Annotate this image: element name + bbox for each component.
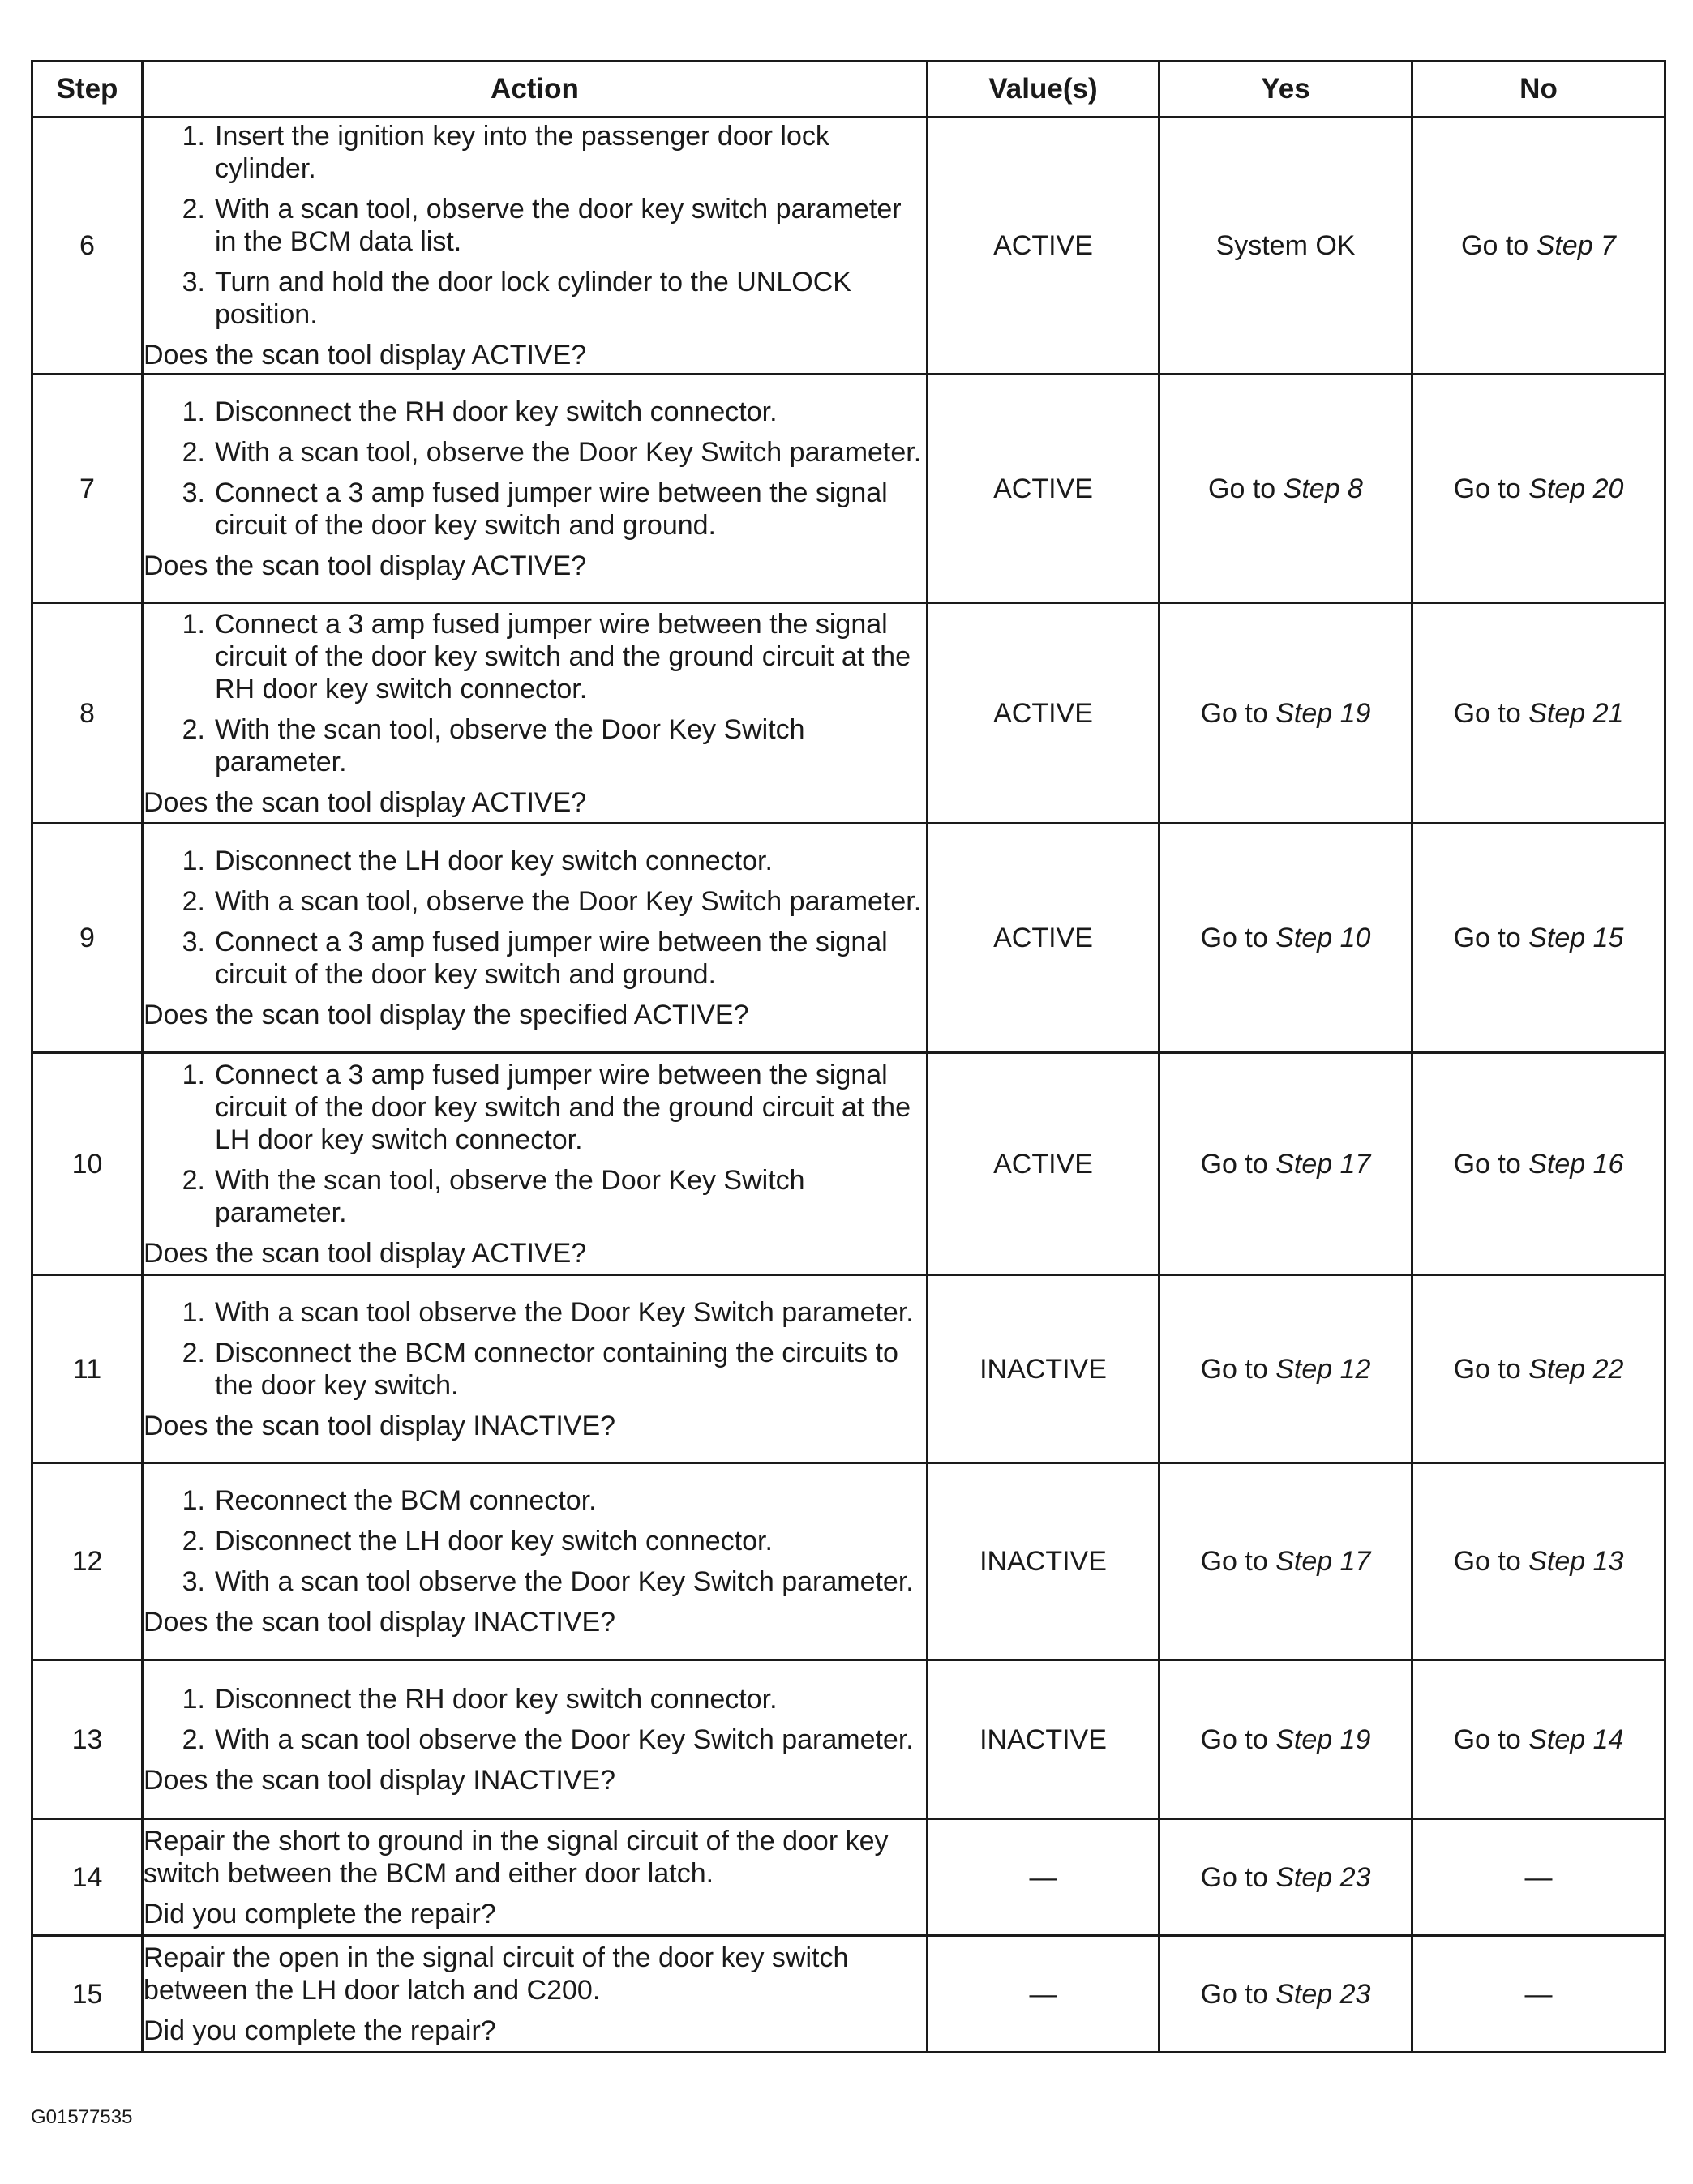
action-step-item [144,266,926,331]
no-step-link: Step 20 [1528,473,1624,504]
value-cell: ACTIVE [928,603,1159,824]
diagnostic-table [31,60,1666,2053]
no-cell [1412,1275,1665,1463]
no-prefix: Go to [1453,1148,1521,1180]
yes-cell [1159,1819,1412,1936]
action-step-number: 2. [182,194,205,225]
no-step-link: Step 13 [1528,1546,1624,1577]
action-question: Does the scan tool display INACTIVE? [144,1607,616,1638]
no-cell [1412,603,1665,824]
action-step-number: 3. [182,477,205,508]
action-step-item [144,396,926,428]
table-row [32,118,1665,375]
header-step: Step [32,62,143,118]
step-number: 14 [32,1819,143,1936]
table-row [32,375,1665,603]
value-cell: ACTIVE [928,1053,1159,1275]
action-cell [143,824,928,1053]
action-question: Does the scan tool display ACTIVE? [144,1237,587,1269]
action-step-item [144,1565,926,1598]
action-step-number: 2. [182,1526,205,1557]
action-step-text: Connect a 3 amp fused jumper wire between the signal circuit of the door key switch and ground. [215,927,888,990]
action-step-text: With a scan tool, observe the door key switch parameter in the BCM data list. [215,194,902,257]
yes-prefix: Go to [1200,1148,1268,1180]
no-step-link: Step 14 [1528,1724,1624,1755]
action-step-number: 1. [182,1296,205,1328]
yes-prefix: Go to [1200,1546,1268,1577]
no-prefix: — [1524,1978,1553,2010]
table-row [32,1053,1665,1275]
action-steps-list [144,608,926,778]
action-step-number: 2. [182,1164,205,1196]
action-step-text: With the scan tool, observe the Door Key Switch parameter. [215,1164,805,1228]
step-number: 9 [32,824,143,1053]
step-number: 13 [32,1660,143,1819]
action-step-item [144,926,926,991]
no-step-link: Step 21 [1528,697,1624,729]
no-step-link: Step 22 [1528,1353,1624,1385]
no-prefix: Go to [1453,923,1521,953]
action-step-text: Connect a 3 amp fused jumper wire between the signal circuit of the door key switch and the ground circuit at the RH door key switch connector. [215,608,911,704]
table-body [32,118,1665,2053]
action-cell [143,1936,928,2053]
action-step-number: 1. [182,121,205,152]
action-step-item [144,193,926,258]
action-step-item [144,1484,926,1517]
action-step-text: Disconnect the LH door key switch connector. [215,1526,773,1557]
yes-cell [1159,118,1412,375]
yes-cell [1159,1660,1412,1819]
yes-step-link: Step 19 [1275,1724,1371,1755]
table-header-row [32,62,1665,118]
yes-prefix: Go to [1200,923,1268,953]
action-step-number: 1. [182,396,205,427]
action-step-item [144,1724,926,1756]
page [31,60,1664,2053]
no-cell [1412,1053,1665,1275]
action-step-item [144,608,926,705]
table-row [32,1463,1665,1660]
value-cell: INACTIVE [928,1275,1159,1463]
action-question: Does the scan tool display ACTIVE? [144,550,587,581]
action-cell [143,603,928,824]
action-question: Does the scan tool display ACTIVE? [144,786,587,818]
action-cell [143,1819,928,1936]
action-step-item [144,713,926,778]
action-step-text: Disconnect the LH door key switch connector. [215,846,773,876]
action-step-text: Insert the ignition key into the passenger door lock cylinder. [215,121,829,184]
no-prefix: Go to [1453,1546,1521,1577]
no-prefix: Go to [1453,1724,1521,1755]
no-step-link: Step 15 [1528,923,1624,953]
header-no: No [1412,62,1665,118]
action-paragraph: Repair the short to ground in the signal circuit of the door key switch between the BCM and either door latch. [144,1825,889,1889]
yes-step-link: Step 8 [1283,473,1363,504]
yes-cell [1159,1053,1412,1275]
action-step-text: Disconnect the RH door key switch connector. [215,396,778,427]
action-step-number: 1. [182,1059,205,1090]
yes-step-link: Step 23 [1275,1978,1371,2010]
action-step-item [144,477,926,542]
action-step-text: Turn and hold the door lock cylinder to the UNLOCK position. [215,267,851,330]
action-step-number: 2. [182,1337,205,1368]
yes-cell [1159,375,1412,603]
value-cell: ACTIVE [928,375,1159,603]
value-cell: INACTIVE [928,1660,1159,1819]
action-step-number: 1. [182,846,205,876]
step-number: 12 [32,1463,143,1660]
action-step-text: Disconnect the BCM connector containing the circuits to the door key switch. [215,1337,898,1401]
action-step-number: 3. [182,1566,205,1597]
action-question: Did you complete the repair? [144,1898,496,1929]
figure-id: G01577535 [31,2106,133,2128]
action-step-number: 2. [182,436,205,468]
action-steps-list [144,1296,926,1402]
action-question: Does the scan tool display INACTIVE? [144,1764,616,1796]
table-row [32,1936,1665,2053]
action-cell [143,1275,928,1463]
action-step-item [144,1683,926,1715]
action-paragraph: Repair the open in the signal circuit of the door key switch between the LH door latch and C200. [144,1942,849,2006]
no-cell [1412,1819,1665,1936]
action-steps-list [144,1484,926,1598]
action-steps-list [144,845,926,991]
action-step-number: 3. [182,267,205,298]
value-cell: — [928,1819,1159,1936]
value-cell: ACTIVE [928,824,1159,1053]
yes-step-link: Step 10 [1275,923,1371,953]
action-question: Does the scan tool display INACTIVE? [144,1410,616,1441]
table-row [32,824,1665,1053]
action-steps-list [144,396,926,542]
value-cell: — [928,1936,1159,2053]
yes-prefix: Go to [1200,1861,1268,1893]
step-number: 15 [32,1936,143,2053]
table-row [32,1275,1665,1463]
step-number: 7 [32,375,143,603]
yes-prefix: System OK [1215,230,1356,261]
action-step-item [144,1296,926,1329]
table-row [32,1819,1665,1936]
action-cell [143,375,928,603]
no-prefix: — [1524,1861,1553,1893]
action-steps-list [144,120,926,331]
yes-cell [1159,603,1412,824]
action-step-text: Disconnect the RH door key switch connector. [215,1683,778,1715]
step-number: 8 [32,603,143,824]
yes-prefix: Go to [1208,473,1276,504]
yes-cell [1159,1275,1412,1463]
table-row [32,603,1665,824]
header-action: Action [143,62,928,118]
value-cell: INACTIVE [928,1463,1159,1660]
yes-prefix: Go to [1200,1724,1268,1755]
action-question: Does the scan tool display the specified ACTIVE? [144,1000,749,1030]
action-step-text: With a scan tool, observe the Door Key Switch parameter. [215,886,922,917]
action-step-text: With a scan tool, observe the Door Key Switch parameter. [215,436,922,468]
action-step-number: 2. [182,886,205,917]
action-step-number: 2. [182,713,205,745]
action-step-text: With the scan tool, observe the Door Key Switch parameter. [215,713,805,777]
yes-cell [1159,1463,1412,1660]
yes-cell [1159,1936,1412,2053]
action-step-number: 3. [182,927,205,957]
action-step-text: Connect a 3 amp fused jumper wire between the signal circuit of the door key switch and ground. [215,477,888,541]
no-cell [1412,824,1665,1053]
action-cell [143,1660,928,1819]
action-step-item [144,1337,926,1402]
action-step-text: Connect a 3 amp fused jumper wire between the signal circuit of the door key switch and the ground circuit at the LH door key switch connector. [215,1059,911,1155]
action-step-number: 2. [182,1724,205,1755]
action-step-text: Reconnect the BCM connector. [215,1485,597,1516]
action-step-text: With a scan tool observe the Door Key Switch parameter. [215,1566,914,1597]
action-question: Does the scan tool display ACTIVE? [144,340,587,370]
value-cell: ACTIVE [928,118,1159,375]
yes-prefix: Go to [1200,1353,1268,1385]
yes-cell [1159,824,1412,1053]
action-step-item [144,1164,926,1229]
action-step-item [144,1059,926,1156]
action-step-number: 1. [182,608,205,640]
action-step-number: 1. [182,1485,205,1516]
no-step-link: Step 7 [1536,230,1616,261]
no-cell [1412,1463,1665,1660]
action-steps-list [144,1059,926,1229]
step-number: 11 [32,1275,143,1463]
no-cell [1412,1936,1665,2053]
action-question: Did you complete the repair? [144,2015,496,2046]
action-step-item [144,436,926,469]
action-steps-list [144,1683,926,1756]
yes-step-link: Step 17 [1275,1148,1371,1180]
action-step-item [144,885,926,918]
no-prefix: Go to [1453,473,1521,504]
yes-step-link: Step 17 [1275,1546,1371,1577]
no-cell [1412,375,1665,603]
no-prefix: Go to [1461,230,1529,261]
action-cell [143,1053,928,1275]
no-cell [1412,118,1665,375]
step-number: 10 [32,1053,143,1275]
no-prefix: Go to [1453,1353,1521,1385]
no-prefix: Go to [1453,697,1521,729]
no-cell [1412,1660,1665,1819]
action-step-text: With a scan tool observe the Door Key Switch parameter. [215,1724,914,1755]
yes-prefix: Go to [1200,1978,1268,2010]
action-step-item [144,845,926,877]
yes-prefix: Go to [1200,697,1268,729]
action-step-text: With a scan tool observe the Door Key Switch parameter. [215,1296,914,1328]
table-row [32,1660,1665,1819]
step-number: 6 [32,118,143,375]
header-yes: Yes [1159,62,1412,118]
action-step-item [144,1525,926,1557]
yes-step-link: Step 19 [1275,697,1371,729]
action-step-number: 1. [182,1683,205,1715]
no-step-link: Step 16 [1528,1148,1624,1180]
action-cell [143,118,928,375]
yes-step-link: Step 23 [1275,1861,1371,1893]
action-cell [143,1463,928,1660]
yes-step-link: Step 12 [1275,1353,1371,1385]
header-values: Value(s) [928,62,1159,118]
action-step-item [144,120,926,185]
